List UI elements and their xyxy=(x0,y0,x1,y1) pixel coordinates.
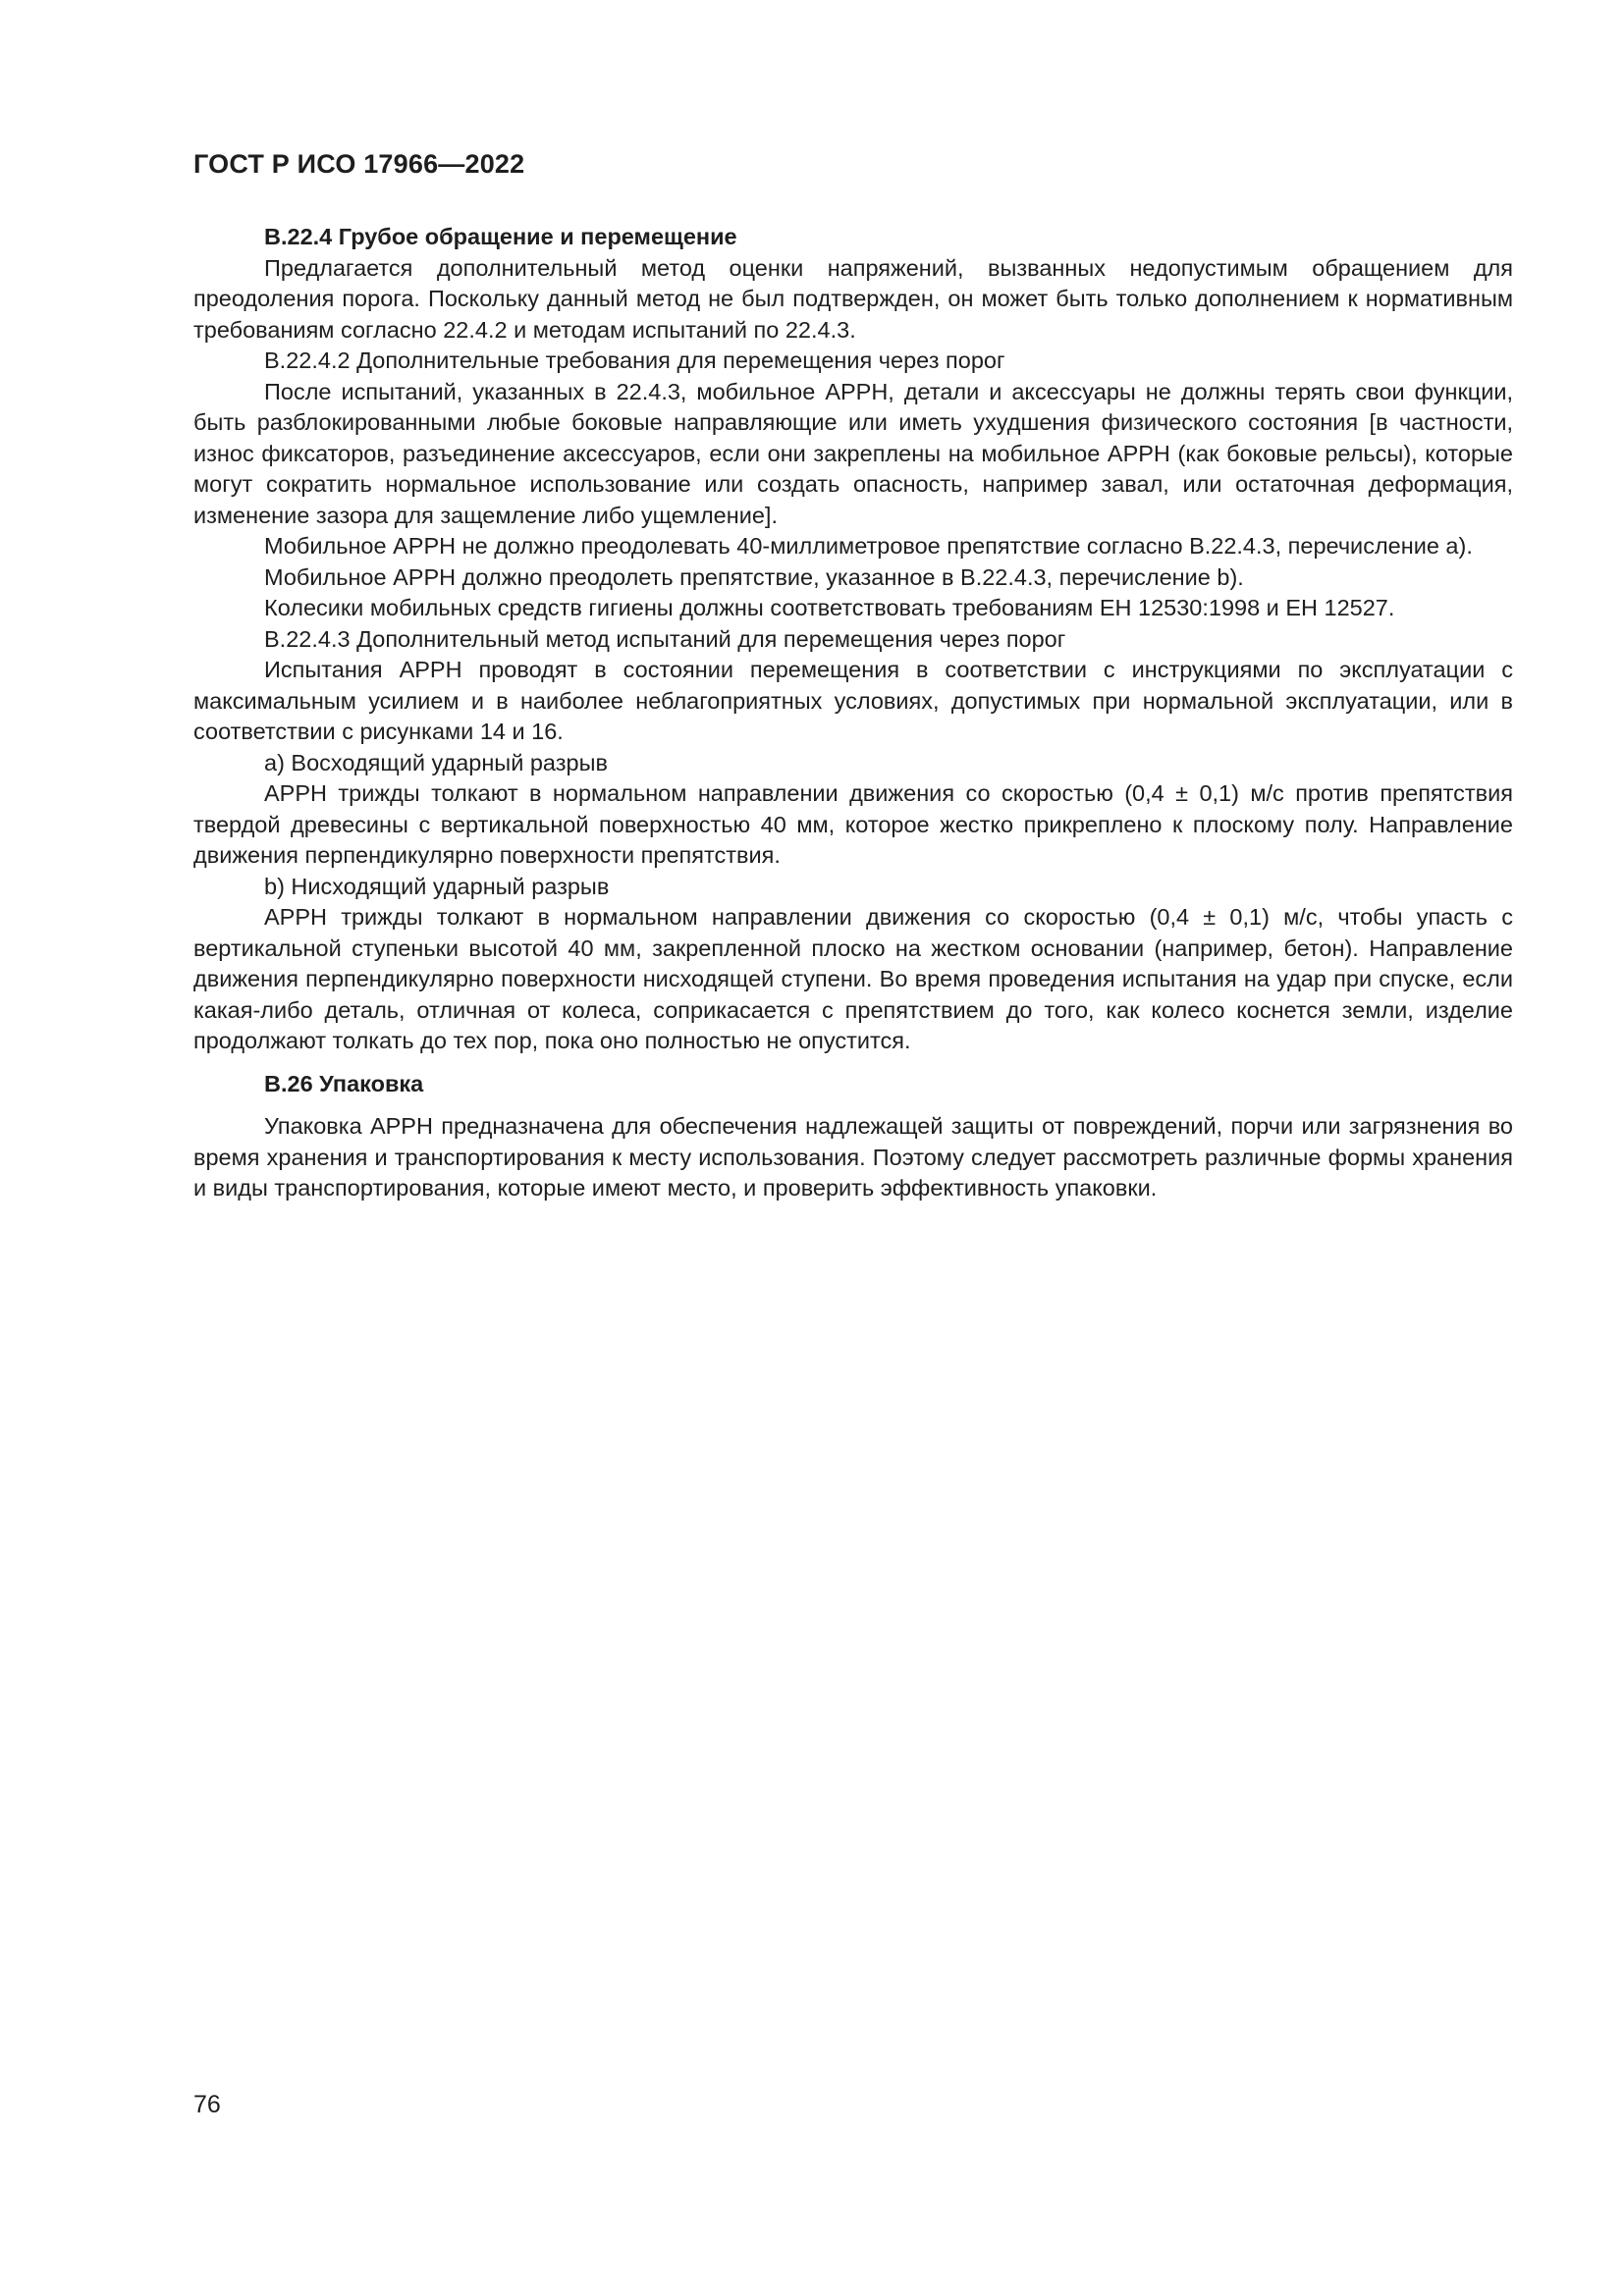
section-heading-b26: В.26 Упаковка xyxy=(264,1070,424,1096)
subsection-heading-b22-4-2: В.22.4.2 Дополнительные требования для перемещения через порог xyxy=(264,347,1005,373)
paragraph-requirements-2: Мобильное АРРН не должно преодолевать 40-миллиметровое препятствие согласно В.22.4.3, перечисление а). xyxy=(264,533,1473,559)
paragraph-requirements-3: Мобильное АРРН должно преодолеть препятствие, указанное в В.22.4.3, перечисление b). xyxy=(264,563,1244,590)
document-header: ГОСТ Р ИСО 17966—2022 xyxy=(193,149,525,179)
section-heading-b22-4: В.22.4 Грубое обращение и перемещение xyxy=(264,224,737,249)
document-body xyxy=(193,222,1513,1204)
paragraph-requirements-1: После испытаний, указанных в 22.4.3, мобильное АРРН, детали и аксессуары не должны терять свои функции, быть разблокированными любые боковые направляющие или иметь ухудшения физического состояния [в частности, износ фиксаторов, разъединение аксессуаров, если они закреплены на мобильное АРРН (как боковые рельсы), которые могут сократить нормальное использование или создать опасность, например завал, или остаточная деформация, изменение зазора для защемление либо ущемление]. xyxy=(193,378,1513,528)
subsection-heading-b22-4-3: В.22.4.3 Дополнительный метод испытаний для перемещения через порог xyxy=(264,625,1066,652)
page-number: 76 xyxy=(193,2091,221,2118)
paragraph-intro: Предлагается дополнительный метод оценки напряжений, вызванных недопустимым обращением для преодоления порога. Поскольку данный метод не был подтвержден, он может быть только дополнением к нормативным требованиям согласно 22.4.2 и методам испытаний по 22.4.3. xyxy=(193,254,1513,343)
paragraph-requirements-4: Колесики мобильных средств гигиены должны соответствовать требованиям ЕН 12530:1998 и ЕН 12527. xyxy=(264,595,1395,620)
list-item-b-title: b) Нисходящий ударный разрыв xyxy=(264,873,610,899)
list-item-a-text: АРРН трижды толкают в нормальном направлении движения со скоростью (0,4 ± 0,1) м/с против препятствия твердой древесины с вертикальной поверхностью 40 мм, которое жестко прикреплено к плоскому полу. Направление движения перпендикулярно поверхности препятствия. xyxy=(193,780,1513,868)
paragraph-packaging: Упаковка АРРН предназначена для обеспечения надлежащей защиты от повреждений, порчи или загрязнения во время хранения и транспортирования к месту использования. Поэтому следует рассмотреть различные формы хранения и виды транспортирования, которые имеют место, и проверить эффективность упаковки. xyxy=(193,1113,1513,1201)
list-item-b-text: АРРН трижды толкают в нормальном направлении движения со скоростью (0,4 ± 0,1) м/с, чтобы упасть с вертикальной ступеньки высотой 40 мм, закрепленной плоско на жестком основании (например, бетон). Направление движения перпендикулярно поверхности нисходящей ступени. Во время проведения испытания на удар при спуске, если какая-либо деталь, отличная от колеса, соприкасается с препятствием до того, как колесо коснется земли, изделие продолжают толкать до тех пор, пока оно полностью не опустится. xyxy=(193,904,1513,1053)
paragraph-test-method: Испытания АРРН проводят в состоянии перемещения в соответствии с инструкциями по эксплуатации с максимальным усилием и в наиболее неблагоприятных условиях, допустимых при нормальной эксплуатации, или в соответствии с рисунками 14 и 16. xyxy=(193,657,1513,744)
list-item-a-title: а) Восходящий ударный разрыв xyxy=(264,749,608,775)
